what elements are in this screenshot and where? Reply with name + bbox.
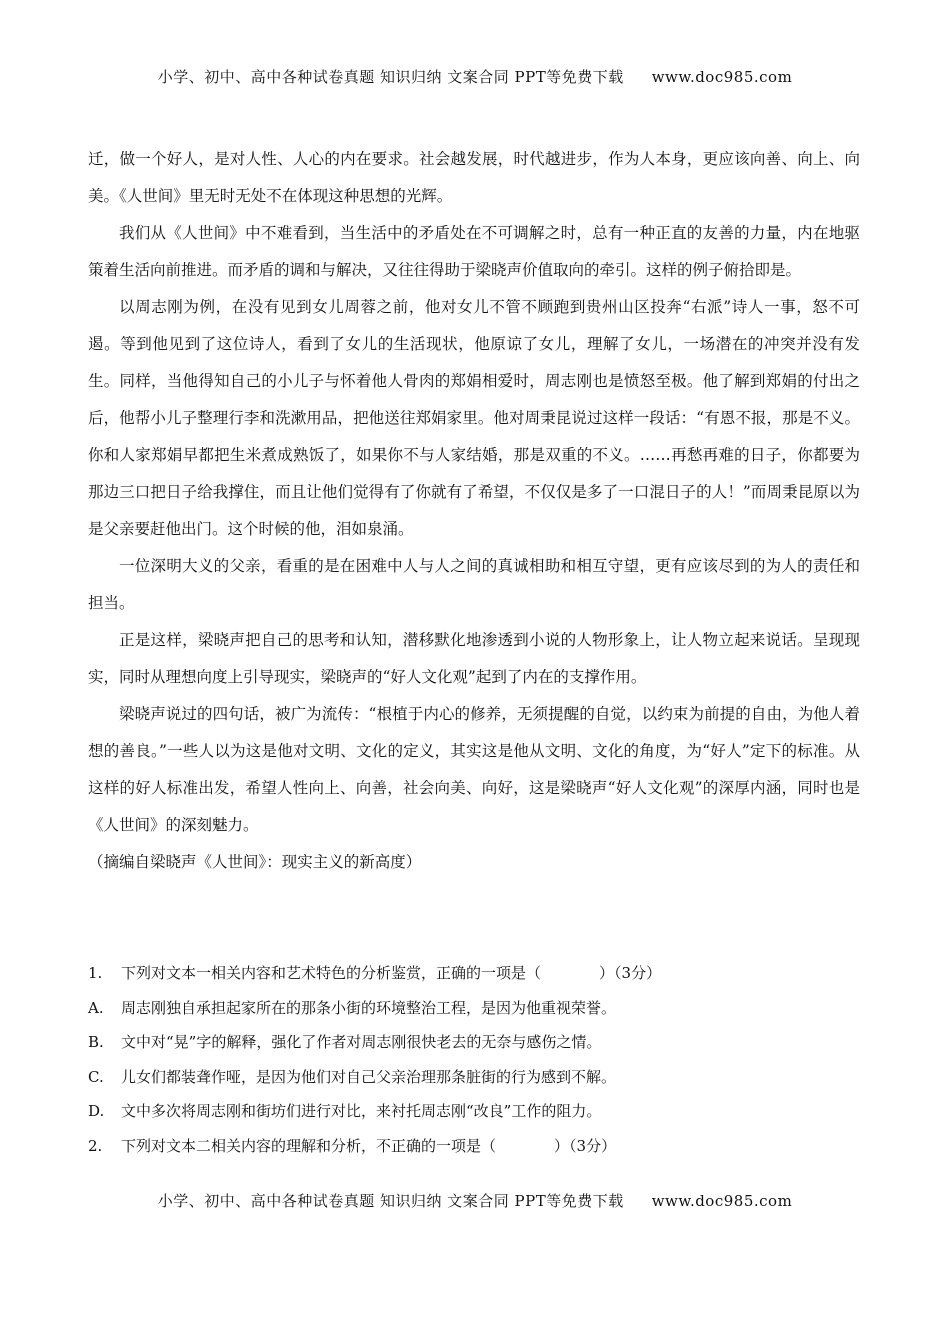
source-citation: （摘编自梁晓声《人世间》：现实主义的新高度）: [88, 853, 422, 871]
option-text: 儿女们都装聋作哑，是因为他们对自己父亲治理那条脏街的行为感到不解。: [121, 1067, 617, 1086]
option-letter: A.: [88, 998, 104, 1017]
option-b: [88, 1025, 860, 1060]
header-text: 小学、初中、高中各种试卷真题 知识归纳 文案合同 PPT等免费下载: [157, 68, 624, 86]
footer-text: 小学、初中、高中各种试卷真题 知识归纳 文案合同 PPT等免费下载: [157, 1192, 624, 1210]
header-url: www.doc985.com: [651, 68, 793, 86]
paragraph: 我们从《人世间》中不难看到，当生活中的矛盾处在不可调解之时，总有一种正直的友善的力量，内在地驱策着生活向前推进。而矛盾的调和与解决，又往往得助于梁晓声价值取向的牵引。这样的例子俯拾即是。: [88, 224, 860, 279]
question-1: [88, 956, 860, 991]
paragraph: 以周志刚为例，在没有见到女儿周蓉之前，他对女儿不管不顾跑到贵州山区投奔“右派”诗人一事，怒不可遏。等到他见到了这位诗人，看到了女儿的生活现状，他原谅了女儿，理解了女儿，一场潜在的冲突并没有发生。同样，当他得知自己的小儿子与怀着他人骨肉的郑娟相爱时，周志刚也是愤怒至极。他了解到郑娟的付出之后，他帮小儿子整理行李和洗漱用品，把他送往郑娟家里。他对周秉昆说过这样一段话：“有恩不报，那是不义。你和人家郑娟早都把生米煮成熟饭了，如果你不与人家结婚，那是双重的不义。……再愁再难的日子，你都要为那边三口把日子给我撑住，而且让他们觉得有了你就有了希望，不仅仅是多了一口混日子的人！”而周秉昆原以为是父亲要赶他出门。这个时候的他，泪如泉涌。: [88, 298, 860, 538]
option-a: [88, 991, 860, 1026]
question-score: （3分）: [569, 1136, 617, 1155]
option-text: 文中对“晃”字的解释，强化了作者对周志刚很快老去的无奈与感伤之情。: [121, 1033, 602, 1051]
option-text: 周志刚独自承担起家所在的那条小街的环境整治工程，是因为他重视荣誉。: [121, 998, 617, 1017]
footer-url: www.doc985.com: [651, 1192, 793, 1210]
question-number: 2.: [88, 1136, 103, 1155]
question-close: ）: [554, 1136, 570, 1155]
paragraph: 迁，做一个好人，是对人性、人心的内在要求。社会越发展，时代越进步，作为人本身，更应该向善、向上、向美。《人世间》里无时无处不在体现这种思想的光辉。: [88, 150, 860, 205]
option-d: [88, 1094, 860, 1129]
question-text: 下列对文本一相关内容和艺术特色的分析鉴赏，正确的一项是（: [121, 964, 542, 982]
question-score: （3分）: [614, 964, 662, 982]
option-letter: C.: [88, 1067, 104, 1086]
question-2: [88, 1129, 860, 1164]
paragraph: 梁晓声说过的四句话，被广为流传：“根植于内心的修养，无须提醒的自觉，以约束为前提的自由，为他人着想的善良。”一些人以为这是他对文明、文化的定义，其实这是他从文明、文化的角度，为“好人”定下的标准。从这样的好人标准出发，希望人性向上、向善，社会向美、向好，这是梁晓声“好人文化观”的深厚内涵，同时也是《人世间》的深刻魅力。: [88, 705, 860, 834]
question-close: ）: [599, 964, 615, 982]
option-text: 文中多次将周志刚和街坊们进行对比，来衬托周志刚“改良”工作的阻力。: [121, 1102, 602, 1120]
paragraph: 一位深明大义的父亲，看重的是在困难中人与人之间的真诚相助和相互守望，更有应该尽到的为人的责任和担当。: [88, 557, 860, 612]
header-banner: [0, 66, 950, 87]
option-c: [88, 1060, 860, 1095]
option-letter: D.: [88, 1102, 105, 1120]
footer-banner: [0, 1190, 950, 1211]
question-text: 下列对文本二相关内容的理解和分析，不正确的一项是（: [121, 1136, 497, 1155]
questions-section: [88, 956, 860, 1163]
paragraph: 正是这样，梁晓声把自己的思考和认知，潜移默化地渗透到小说的人物形象上，让人物立起来说话。呈现现实，同时从理想向度上引导现实，梁晓声的“好人文化观”起到了内在的支撑作用。: [88, 631, 860, 686]
question-number: 1.: [88, 964, 103, 982]
article-body: [88, 141, 860, 881]
option-letter: B.: [88, 1033, 104, 1051]
